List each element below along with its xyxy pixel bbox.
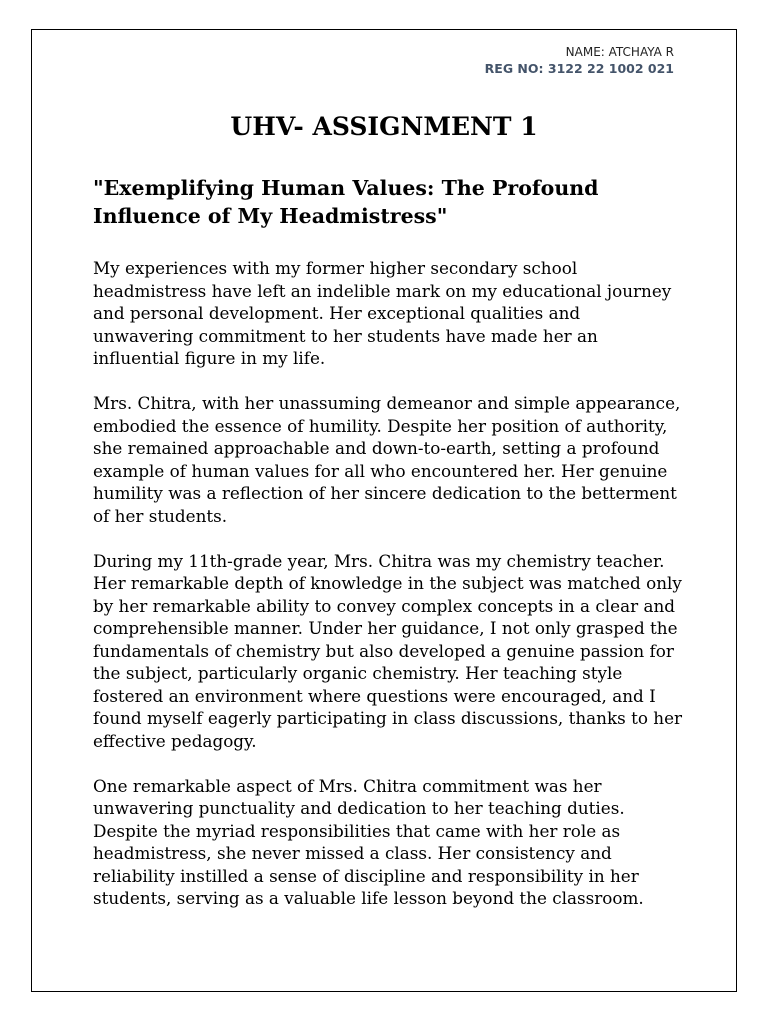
registration-number: REG NO: 3122 22 1002 021: [484, 61, 674, 76]
essay-body: [93, 257, 683, 932]
paragraph-4: One remarkable aspect of Mrs. Chitra commitment was her unwavering punctuality and dedication to her teaching duties. Despite the myriad responsibilities that came with her role as headmistress, she never missed a class. Her consistency and reliability instilled a sense of discipline and responsibility in her students, serving as a valuable life lesson beyond the classroom.: [93, 775, 644, 908]
paragraph-1: My experiences with my former higher secondary school headmistress have left an indelible mark on my educational journey and personal development. Her exceptional qualities and unwavering commitment to her students have made her an influential figure in my life.: [93, 258, 672, 368]
paragraph-2: Mrs. Chitra, with her unassuming demeanor and simple appearance, embodied the essence of humility. Despite her position of authority, she remained approachable and down-to-earth, setting a profound example of human values for all who encountered her. Her genuine humility was a reflection of her sincere dedication to the betterment of her students.: [93, 393, 681, 526]
assignment-title: UHV- ASSIGNMENT 1: [230, 112, 538, 141]
paragraph-3: During my 11th-grade year, Mrs. Chitra was my chemistry teacher. Her remarkable depth of knowledge in the subject was matched only by her remarkable ability to convey complex concepts in a clear and comprehensible manner. Under her guidance, I not only grasped the fundamentals of chemistry but also developed a genuine passion for the subject, particularly organic chemistry. Her teaching style fostered an environment where questions were encouraged, and I found myself eagerly participating in class discussions, thanks to her effective pedagogy.: [93, 550, 683, 751]
essay-subtitle: "Exemplifying Human Values: The Profound Influence of My Headmistress": [93, 176, 599, 228]
student-name: NAME: ATCHAYA R: [565, 45, 674, 59]
header: [485, 44, 674, 78]
